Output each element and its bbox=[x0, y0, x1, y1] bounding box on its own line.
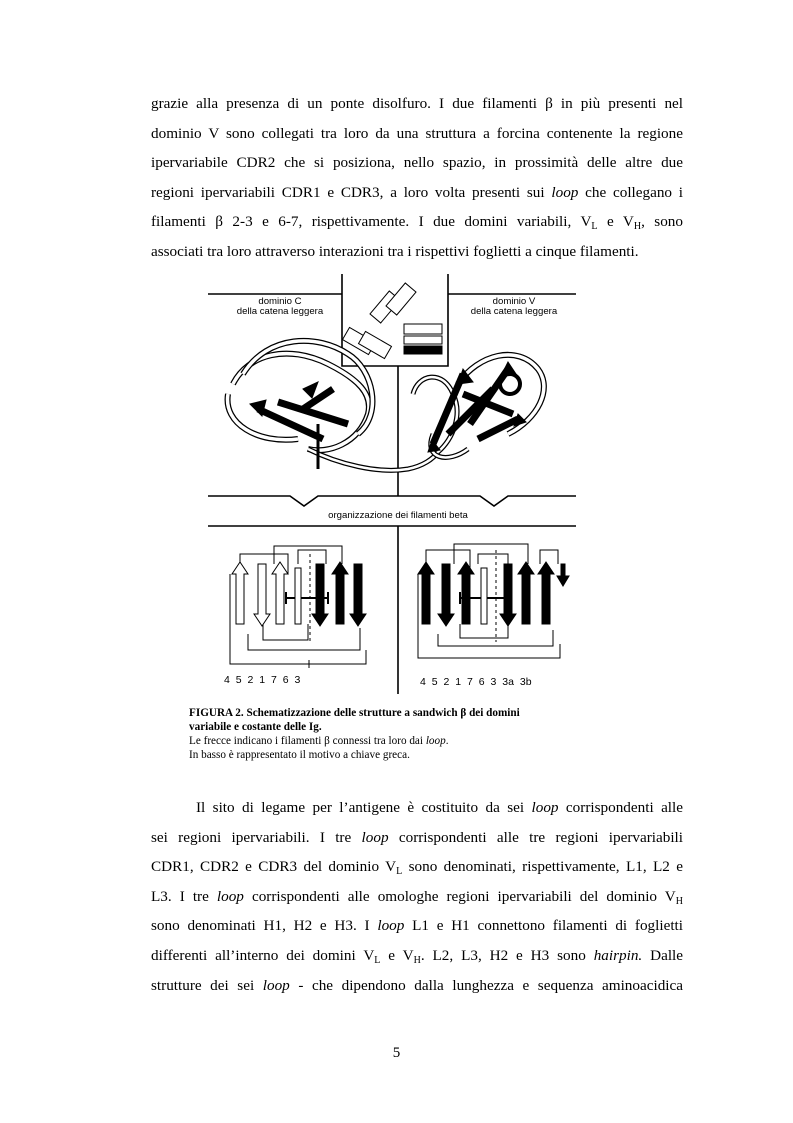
text-line: strutture dei sei loop - che dipendono dalla lunghezza e sequenza aminoacidica bbox=[151, 976, 683, 994]
text-line: L3. I tre loop corrispondenti alle omologhe regioni ipervariabili del dominio $V_H$ bbox=[151, 887, 683, 907]
text-line: associati tra loro attraverso interazioni tra i rispettivi foglietti a cinque filamenti. bbox=[151, 242, 639, 260]
page-number: 5 bbox=[392, 1045, 401, 1061]
caption-line: Le frecce indicano i filamenti β connessi tra loro dai loop. bbox=[189, 735, 449, 747]
strand-numbers-v: 4 5 2 1 7 6 3 3a 3b bbox=[420, 676, 532, 688]
caption-line: In basso è rappresentato il motivo a chiave greca. bbox=[189, 749, 410, 761]
paragraph-2 bbox=[151, 793, 683, 1000]
text-line: grazie alla presenza di un ponte disolfuro. I due filamenti β in più presenti nel bbox=[151, 95, 683, 112]
greek-key-v-domain bbox=[418, 544, 569, 658]
paragraph-1 bbox=[151, 89, 683, 267]
text-line: dominio V sono collegati tra loro da una struttura a forcina contenente la regione bbox=[151, 124, 683, 142]
caption-title: FIGURA 2. Schematizzazione delle strutture a sandwich β dei domini bbox=[189, 707, 520, 719]
greek-key-c-domain bbox=[230, 546, 366, 668]
text-line: ipervariabile CDR2 che si posiziona, nello spazio, in prossimità delle altre due bbox=[151, 154, 683, 172]
figure-drawing bbox=[208, 274, 580, 696]
text-line: sei regioni ipervariabili. I tre loop corrispondenti alle tre regioni ipervariabili bbox=[151, 828, 683, 846]
text-line: differenti all’interno dei domini $V_L$ e $V_H$. L2, L3, H2 e H3 sono hairpin. Dalle bbox=[151, 946, 684, 966]
label-v-domain: dominio V della catena leggera bbox=[470, 296, 558, 317]
caption-title-2: variabile e costante delle Ig. bbox=[189, 721, 322, 733]
figure-caption bbox=[189, 706, 629, 762]
label-c-domain: dominio C della catena leggera bbox=[236, 296, 324, 317]
inset-domains-icon bbox=[343, 283, 442, 359]
figure-beta-sandwich bbox=[208, 274, 580, 696]
v-domain-ribbon-icon bbox=[413, 355, 544, 458]
label-organization: organizzazione dei filamenti beta bbox=[328, 510, 468, 521]
text-line: regioni ipervariabili CDR1 e CDR3, a loro volta presenti sui loop che collegano i bbox=[151, 183, 683, 201]
text-line: sono denominati H1, H2 e H3. I loop L1 e H1 connettono filamenti di foglietti bbox=[151, 917, 683, 935]
text-line: filamenti β 2-3 e 6-7, rispettivamente. I due domini variabili, $V_L$ e $V_H$, sono bbox=[151, 213, 683, 233]
text-line: Il sito di legame per l’antigene è costituito da sei loop corrispondenti alle bbox=[196, 799, 683, 816]
c-domain-ribbon-icon bbox=[228, 341, 438, 470]
text-line: CDR1, CDR2 e CDR3 del dominio $V_L$ sono denominati, rispettivamente, L1, L2 e bbox=[151, 858, 683, 878]
strand-numbers-c: 4 5 2 1 7 6 3 bbox=[224, 674, 301, 686]
